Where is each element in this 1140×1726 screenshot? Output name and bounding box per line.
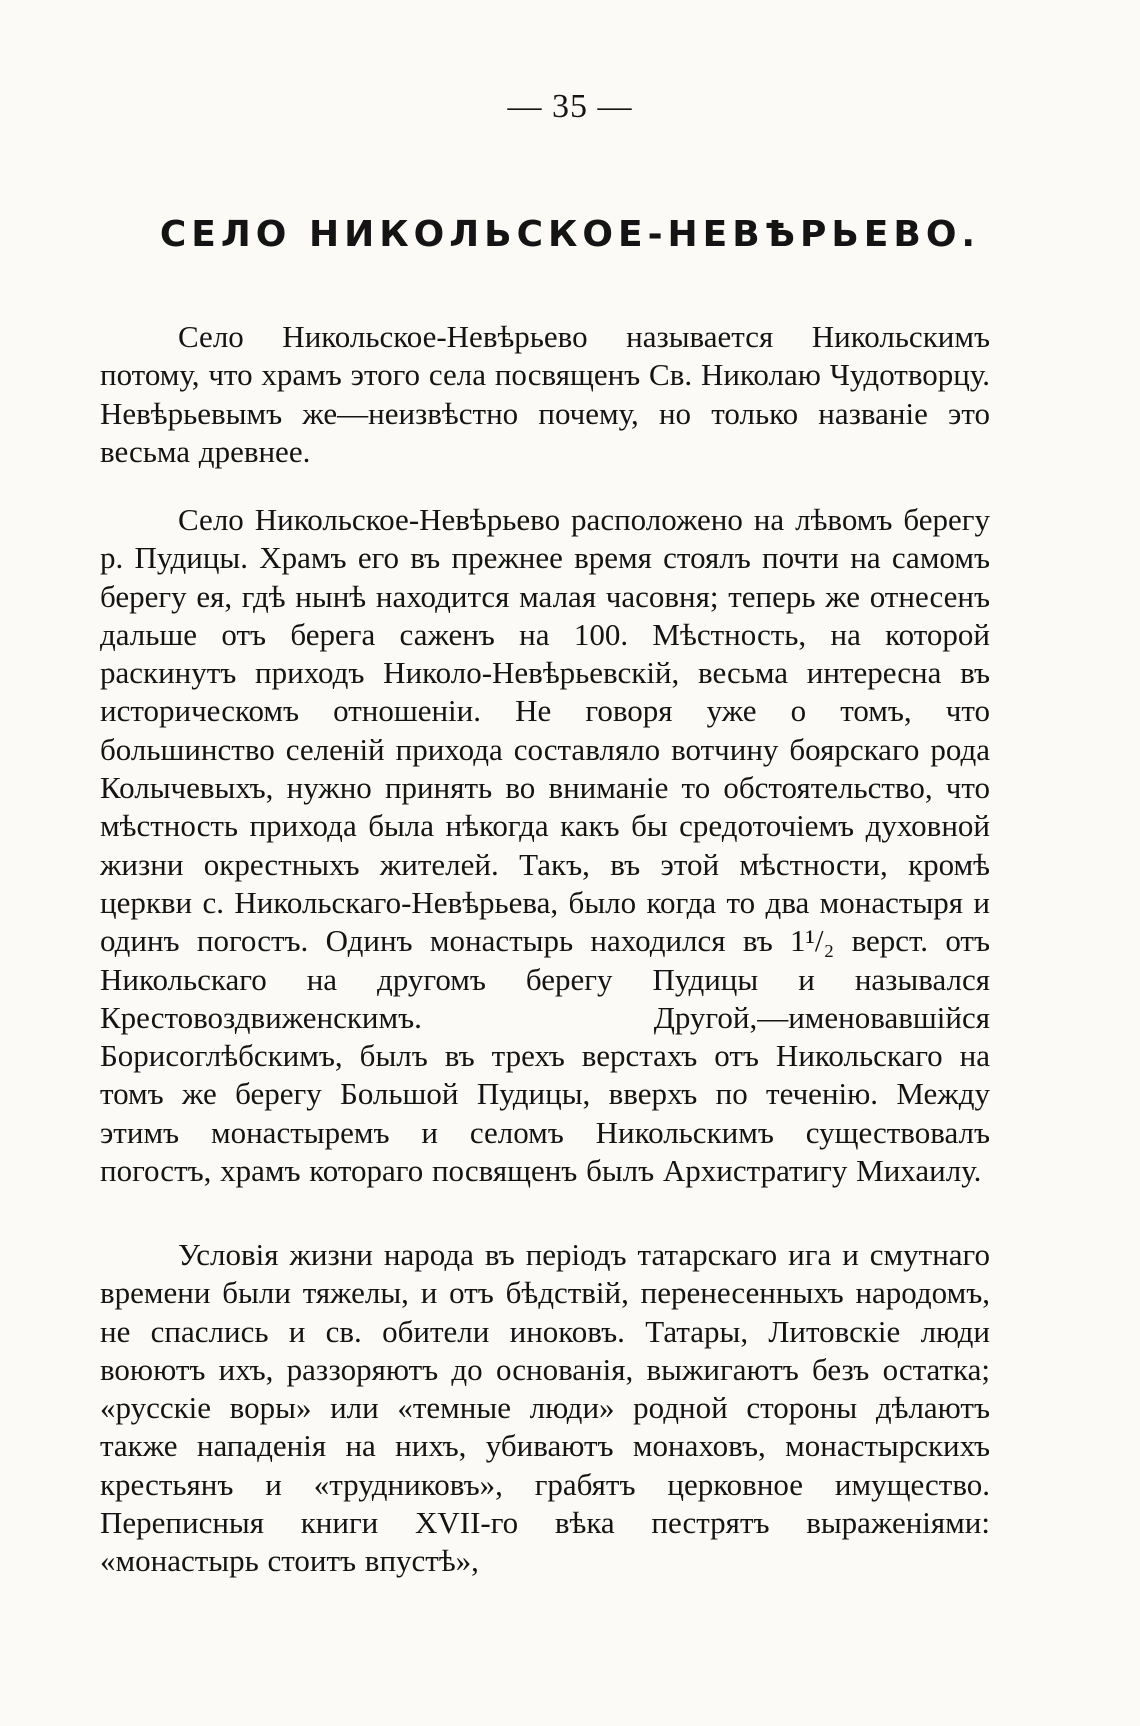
paragraph-3: Условія жизни народа въ періодъ татарскаго ига и смутнаго времени были тяжелы, и отъ бѣдствій, перенесенныхъ народомъ, не спаслись и св. обители иноковъ. Татары, Литовскіе люди воюютъ ихъ, раззоряютъ до основанія, выжигаютъ безъ остатка; «русскіе воры» или «темные люди» родной стороны дѣлаютъ также нападенія на нихъ, убиваютъ монаховъ, монастырскихъ крестьянъ и «трудниковъ», грабятъ церковное имущество. Переписныя книги XVII-го вѣка пестрятъ выраженіями: «монастырь стоитъ впустѣ», [100, 1237, 990, 1579]
chapter-title: СЕЛО НИКОЛЬСКОЕ-НЕВѢРЬЕВО. [159, 214, 981, 255]
paragraph-2: Село Никольское-Невѣрьево расположено на лѣвомъ берегу р. Пудицы. Храмъ его въ прежнее время стоялъ почти на самомъ берегу ея, гдѣ нынѣ находится малая часовня; теперь же отнесенъ дальше отъ берега саженъ на 100. Мѣстность, на которой раскинутъ приходъ Николо-Невѣрьевскій, весьма интересна въ историческомъ отношеніи. Не говоря уже о томъ, что большинство селеній прихода составляло вотчину боярскаго рода Колычевыхъ, нужно принять во вниманіе то обстоятельство, что мѣстность прихода была нѣкогда какъ бы средоточіемъ духовной жизни окрестныхъ жителей. Такъ, въ этой мѣстности, кромѣ церкви с. Никольскаго-Невѣрьева, было когда то два монастыря и одинъ погостъ. Одинъ монастырь находился въ 1¹/₂ верст. отъ Никольскаго на другомъ берегу Пудицы и назывался Крестовоздвиженскимъ. Другой,—именовавшійся Борисоглѣбскимъ, былъ въ трехъ верстахъ отъ Никольскаго на томъ же берегу Большой Пудицы, вверхъ по теченію. Между этимъ монастыремъ и селомъ Никольскимъ существовалъ погостъ, храмъ котораго посвященъ былъ Архистратигу Михаилу. [100, 502, 990, 1189]
paragraph-1: Село Никольское-Невѣрьево называется Никольскимъ потому, что храмъ этого села посвященъ Св. Николаю Чудотворцу. Невѣрьевымъ же—неизвѣстно почему, но только названіе это весьма древнее. [100, 319, 990, 469]
page-number: — 35 — [507, 88, 633, 125]
